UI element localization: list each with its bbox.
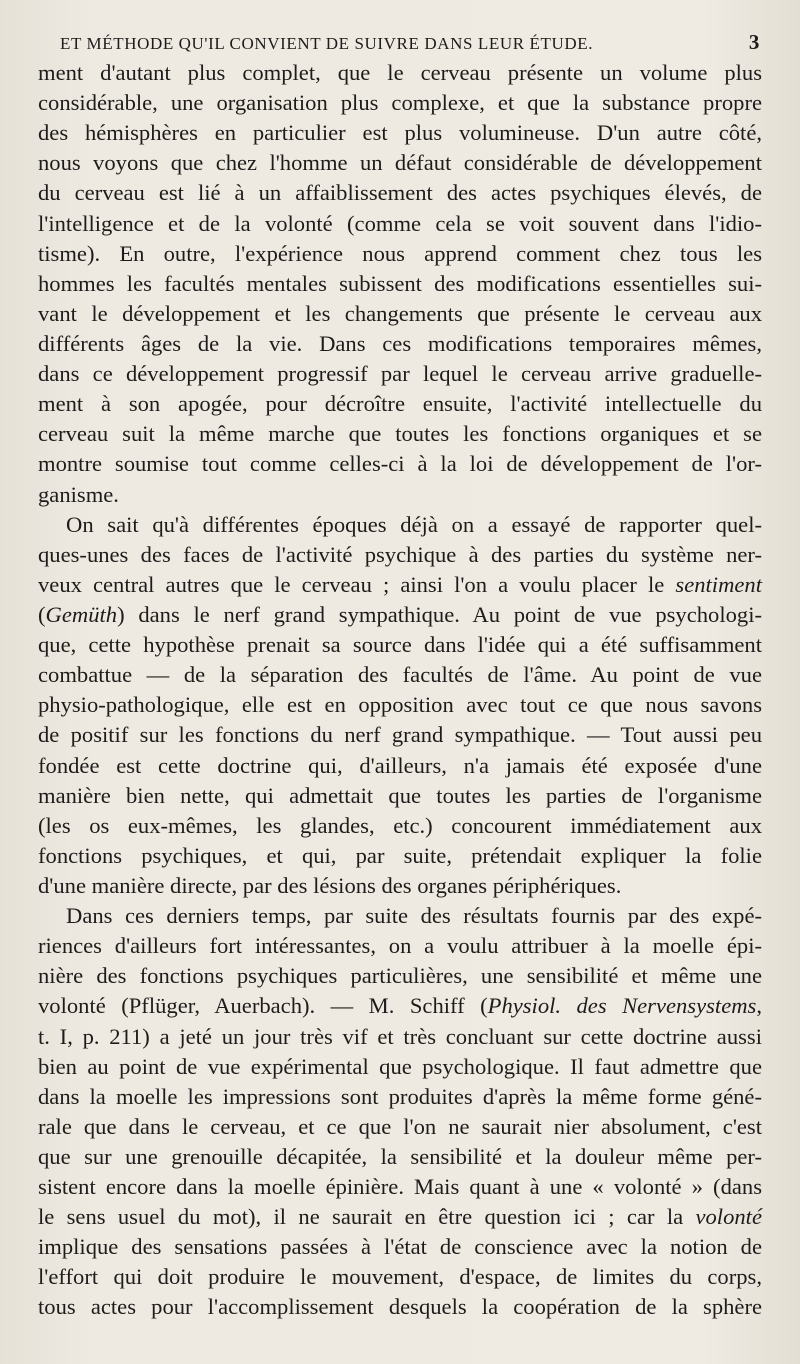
text-line: vant le développement et les changements que présente le cerveau aux [38, 300, 762, 326]
text-line: différents âges de la vie. Dans ces modifications temporaires mêmes, [38, 330, 762, 356]
text-line: (Gemüth) dans le nerf grand sympathique. Au point de vue psychologi- [38, 601, 762, 627]
text-line: l'intelligence et de la volonté (comme cela se voit souvent dans l'idio- [38, 210, 762, 236]
running-title: ET MÉTHODE QU'IL CONVIENT DE SUIVRE DANS LEUR ÉTUDE. [60, 34, 594, 53]
text-line: manière bien nette, qui admettait que toutes les parties de l'organisme [38, 782, 762, 808]
text-line: que, cette hypothèse prenait sa source dans l'idée qui a été suffisamment [38, 632, 762, 658]
text-line: veux central autres que le cerveau ; ainsi l'on a voulu placer le sentiment [38, 571, 762, 597]
paragraph-3 [38, 901, 762, 1323]
paragraph-2 [38, 510, 762, 901]
text-line: physio-pathologique, elle est en opposition avec tout ce que nous savons [38, 692, 762, 718]
text-line: dans ce développement progressif par lequel le cerveau arrive graduelle- [38, 361, 762, 387]
text-line: fondée est cette doctrine qui, d'ailleurs, n'a jamais été exposée d'une [38, 752, 762, 778]
text-line: dans la moelle les impressions sont produites d'après la même forme géné- [38, 1083, 762, 1109]
text-line: fonctions psychiques, et qui, par suite, prétendait expliquer la folie [38, 842, 762, 868]
text-line: tous actes pour l'accomplissement desquels la coopération de la sphère [38, 1294, 762, 1320]
text-line: riences d'ailleurs fort intéressantes, on a voulu attribuer à la moelle épi- [38, 933, 762, 959]
text-line: bien au point de vue expérimental que psychologique. Il faut admettre que [38, 1053, 762, 1079]
text-line: le sens usuel du mot), il ne saurait en être question ici ; car la volonté [38, 1204, 762, 1230]
page-number: 3 [748, 30, 760, 54]
text-line: sistent encore dans la moelle épinière. Mais quant à une « volonté » (dans [38, 1174, 762, 1200]
text-line: rale que dans le cerveau, et ce que l'on ne saurait nier absolument, c'est [38, 1113, 762, 1139]
text-line: montre soumise tout comme celles-ci à la loi de développement de l'or- [38, 451, 762, 477]
text-line: (les os eux-mêmes, les glandes, etc.) concourent immédiatement aux [38, 812, 762, 838]
text-line: tisme). En outre, l'expérience nous apprend comment chez tous les [38, 240, 762, 266]
text-line: volonté (Pflüger, Auerbach). — M. Schiff (Physiol. des Nervensystems, [38, 993, 762, 1019]
text-line: Dans ces derniers temps, par suite des résultats fournis par des expé- [66, 903, 762, 929]
text-line: cerveau suit la même marche que toutes les fonctions organiques et se [38, 421, 762, 447]
text-line: nous voyons que chez l'homme un défaut considérable de développement [38, 150, 762, 176]
paragraph-1 [38, 58, 762, 510]
text-line: ment d'autant plus complet, que le cerveau présente un volume plus [38, 60, 762, 85]
text-line: d'une manière directe, par des lésions des organes périphériques. [38, 872, 622, 898]
text-line: l'effort qui doit produire le mouvement, d'espace, de limites du corps, [38, 1264, 762, 1290]
text-line: de positif sur les fonctions du nerf grand sympathique. — Tout aussi peu [38, 722, 762, 748]
text-line: ques-unes des faces de l'activité psychique à des parties du système ner- [38, 541, 762, 567]
text-line: nière des fonctions psychiques particulières, une sensibilité et même une [38, 963, 762, 989]
text-line: hommes les facultés mentales subissent des modifications essentielles sui- [38, 270, 762, 296]
text-line: ment à son apogée, pour décroître ensuite, l'activité intellectuelle du [38, 391, 762, 417]
text-line: t. I, p. 211) a jeté un jour très vif et très concluant sur cette doctrine aussi [38, 1023, 762, 1049]
running-header [38, 30, 762, 55]
text-line: des hémisphères en particulier est plus volumineuse. D'un autre côté, [38, 120, 762, 146]
text-line: ganisme. [38, 481, 119, 507]
text-line: On sait qu'à différentes époques déjà on a essayé de rapporter quel- [66, 511, 762, 537]
text-line: du cerveau est lié à un affaiblissement des actes psychiques élevés, de [38, 180, 762, 206]
text-line: implique des sensations passées à l'état de conscience avec la notion de [38, 1234, 762, 1260]
text-line: combattue — de la séparation des facultés de l'âme. Au point de vue [38, 662, 762, 688]
text-line: considérable, une organisation plus complexe, et que la substance propre [38, 90, 762, 116]
text-line: que sur une grenouille décapitée, la sensibilité et la douleur même per- [38, 1143, 762, 1169]
